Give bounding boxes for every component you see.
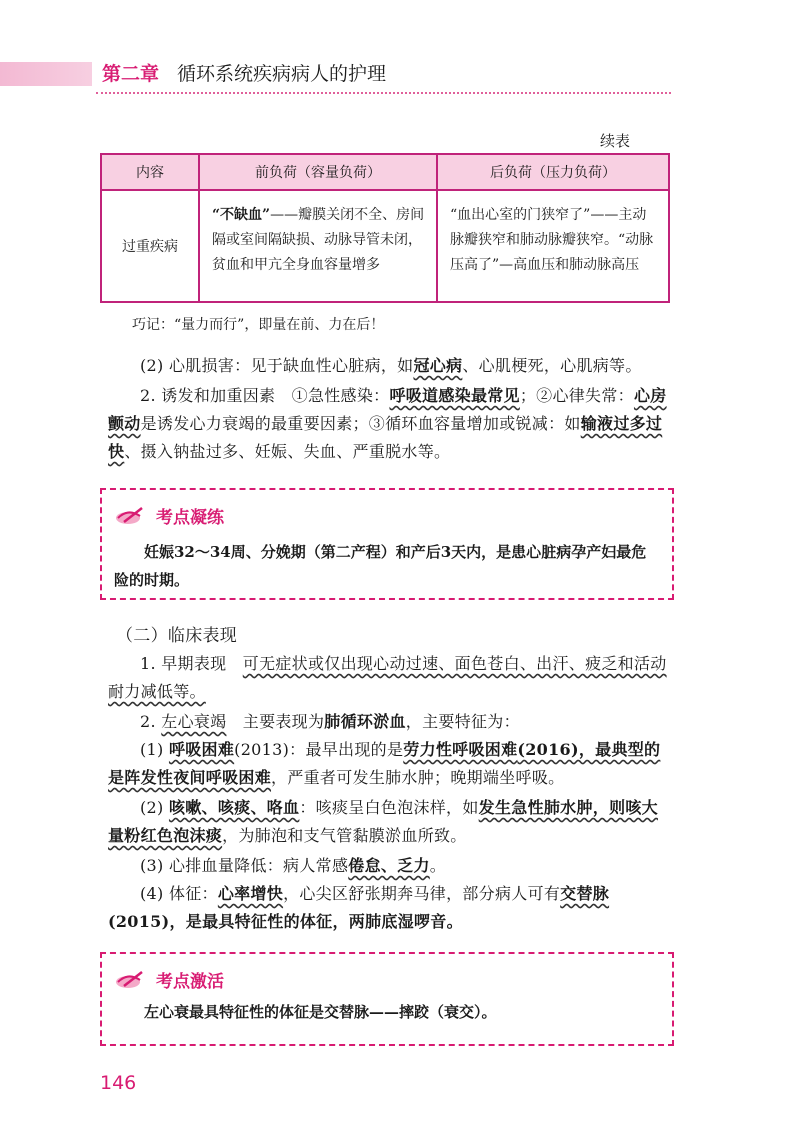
- text: 主要表现为: [226, 712, 325, 731]
- box-text: 妊娠32～34周、分娩期（第二产程）和产后3天内，是患心脏病孕产妇最危险的时期。: [114, 543, 647, 589]
- mnemonic-note: 巧记：“量力而行”，即量在前、力在后！: [132, 317, 385, 333]
- paragraph-early-signs: [108, 650, 673, 706]
- header-band: [0, 62, 92, 86]
- box-text: 左心衰最具特征性的体征是交替脉——摔跤（衰交）。: [144, 1003, 497, 1021]
- chapter-title: 循环系统疾病病人的护理: [177, 63, 387, 85]
- table-header-row: [101, 154, 669, 190]
- key-term: 呼吸道感染最常见: [389, 386, 520, 405]
- table-header: 后负荷（压力负荷）: [437, 154, 669, 190]
- chapter-header: [102, 60, 386, 88]
- paragraph-precipitating-factors: [108, 382, 673, 466]
- header-divider: [96, 92, 671, 94]
- page-number: 146: [100, 1072, 137, 1094]
- table-header: 前负荷（容量负荷）: [199, 154, 437, 190]
- text: 。: [429, 856, 447, 875]
- load-table: [100, 153, 670, 303]
- key-term: 心率增快: [217, 884, 284, 903]
- text: (2) 心肌损害：见于缺血性心脏病，如: [140, 356, 414, 375]
- text: (4) 体征：: [140, 884, 218, 903]
- box-title: 考点激活: [156, 971, 224, 992]
- key-term: 发生急性肺水肿，则咳大量粉红色泡沫痰: [108, 798, 658, 845]
- box-heading: [114, 502, 224, 528]
- key-term: 冠心病: [413, 356, 463, 375]
- key-term: 倦怠、乏力: [348, 856, 430, 875]
- text: 、心肌梗死，心肌病等。: [462, 356, 642, 375]
- item-signs: [108, 880, 673, 936]
- key-term: 左心衰竭: [161, 712, 227, 731]
- preload-cell: [199, 190, 437, 302]
- text: (2): [140, 798, 169, 817]
- key-term: 呼吸困难: [168, 740, 235, 759]
- key-term: 劳力性呼吸困难: [403, 740, 518, 759]
- paragraph-myocardial-damage: [108, 352, 673, 380]
- paragraph-left-heart-failure: [108, 708, 673, 736]
- text: 2. 诱发和加重因素 ①急性感染：: [140, 386, 390, 405]
- text: 2.: [140, 712, 162, 731]
- afterload-cell: “血出心室的门狭窄了”——主动脉瓣狭窄和肺动脉瓣狭窄。“动脉压高了”—高血压和肺动脉高压: [437, 190, 669, 302]
- text: (1): [140, 740, 169, 759]
- text: 、摄入钠盐过多、妊娠、失血、严重脱水等。: [124, 442, 451, 461]
- preload-keyword: “不缺血”: [212, 207, 271, 223]
- preload-text: ——瓣膜关闭不全、房间隔或室间隔缺损、动脉导管未闭，贫血和甲亢全身血容量增多: [212, 207, 425, 273]
- text: (2013)：最早出现的是: [234, 740, 404, 759]
- pen-book-icon: [114, 504, 146, 526]
- key-term: (2016)，最典型的是阵发性夜间呼吸困难: [108, 740, 661, 787]
- continued-label: 续表: [600, 132, 631, 150]
- box-title: 考点凝练: [156, 507, 224, 528]
- key-term: 心房颤动: [108, 386, 667, 433]
- text: (3) 心排血量降低：病人常感: [140, 856, 349, 875]
- pen-book-icon: [114, 968, 146, 990]
- key-term: 可无症状或仅出现心动过速、面色苍白、出汗、疲乏和活动耐力减低等。: [108, 654, 667, 701]
- text: ，严重者可发生肺水肿；晚期端坐呼吸。: [271, 768, 565, 787]
- text: ，心尖区舒张期奔马律，部分病人可有: [283, 884, 561, 903]
- key-term: 肺循环淤血: [324, 712, 406, 731]
- box-heading: [114, 966, 224, 992]
- key-term: 输液过多过快: [108, 414, 663, 461]
- item-cardiac-output: [108, 852, 673, 880]
- item-dyspnea: [108, 736, 673, 792]
- text: 是诱发心力衰竭的最重要因素；③循环血容量增加或锐减：如: [140, 414, 581, 433]
- text: ：咳痰呈白色泡沫样，如: [299, 798, 479, 817]
- table-row: [101, 190, 669, 302]
- chapter-number: 第二章: [102, 63, 160, 85]
- key-term: 交替脉: [560, 884, 610, 903]
- text: ，主要特征为：: [405, 712, 520, 731]
- text: ；②心律失常：: [519, 386, 634, 405]
- text: ，为肺泡和支气管黏膜淤血所致。: [222, 826, 467, 845]
- table-header: 内容: [101, 154, 199, 190]
- table-row-label: 过重疾病: [101, 190, 199, 302]
- exam-activation-box: [100, 952, 674, 1046]
- section-title: （二）临床表现: [116, 626, 238, 646]
- key-term: (2015)，是最具特征性的体征，两肺底湿啰音。: [108, 912, 463, 931]
- key-term: 咳嗽、咳痰、咯血: [168, 798, 300, 817]
- item-cough: [108, 794, 673, 850]
- text: 1. 早期表现: [140, 654, 243, 673]
- exam-point-box: [100, 488, 674, 600]
